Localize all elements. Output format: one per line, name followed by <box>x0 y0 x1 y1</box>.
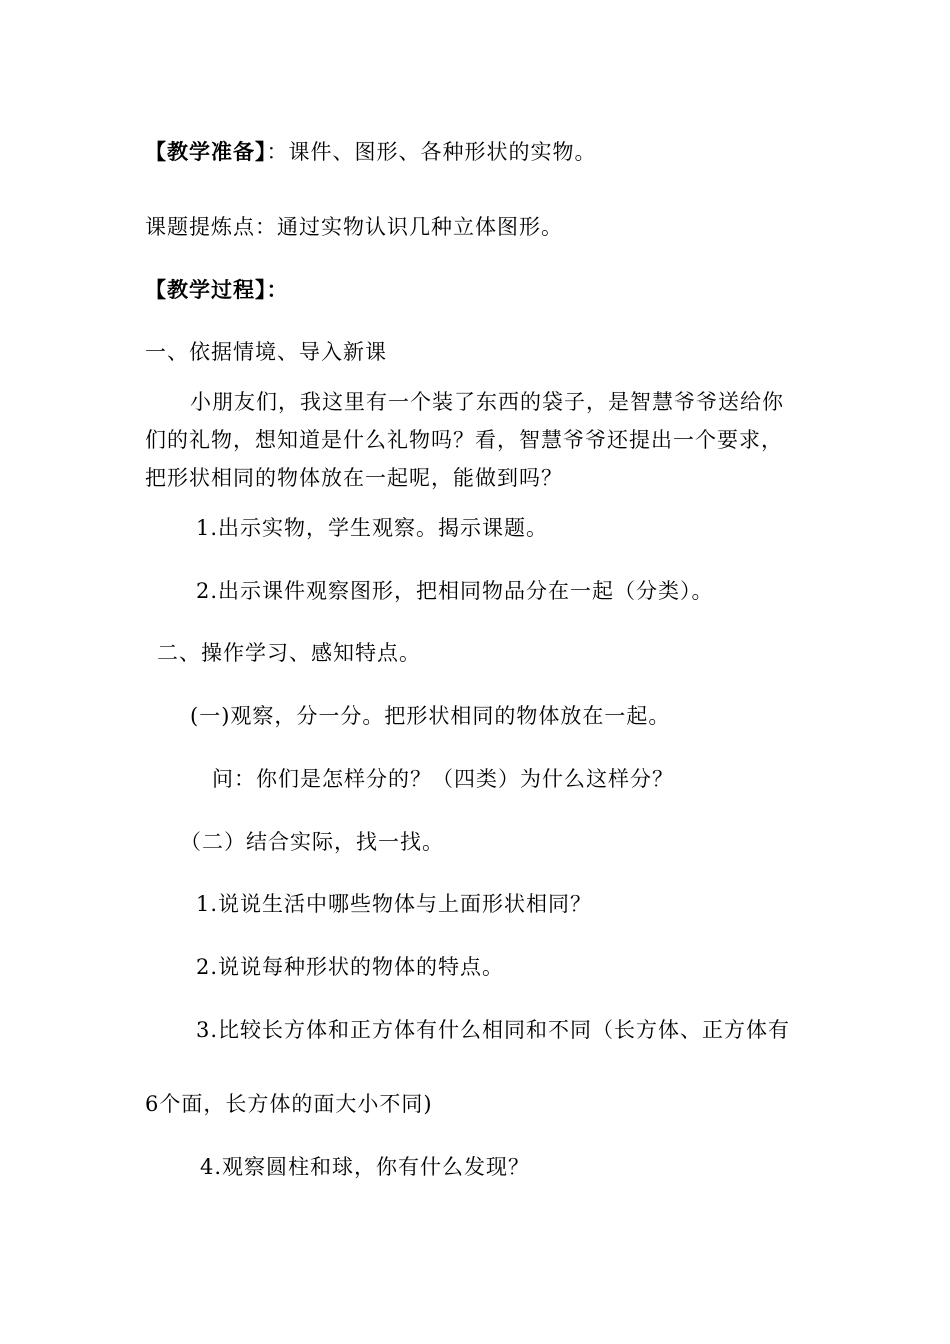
subsection-1-question: 问：你们是怎样分的？（四类）为什么这样分？ <box>212 767 674 791</box>
section-1-item-1: 1.出示实物，学生观察。揭示课题。 <box>196 516 549 540</box>
subsection-1-title: (一)观察，分一分。把形状相同的物体放在一起。 <box>190 704 671 728</box>
process-heading: 【教学过程】 <box>145 277 267 302</box>
intro-paragraph-line-1: 小朋友们，我这里有一个装了东西的袋子，是智慧爷爷送给你 <box>190 390 784 414</box>
section-2-item-3-line-1: 3.比较长方体和正方体有什么相同和不同（长方体、正方体有 <box>196 1018 791 1042</box>
process-colon: ： <box>266 277 289 302</box>
section-2-item-1: 1.说说生活中哪些物体与上面形状相同？ <box>196 892 593 916</box>
teaching-prep-line <box>145 139 597 165</box>
subsection-2-title: （二）结合实际，找一找。 <box>180 830 444 854</box>
section-1-item-2: 2.出示课件观察图形，把相同物品分在一起（分类）。 <box>196 579 714 603</box>
teaching-process-line <box>145 277 289 303</box>
section-2-title: 二、操作学习、感知特点。 <box>157 641 421 665</box>
section-2-item-2: 2.说说每种形状的物体的特点。 <box>196 955 505 979</box>
intro-paragraph-line-3: 把形状相同的物体放在一起呢，能做到吗？ <box>145 466 563 490</box>
section-2-item-3-line-2: 6个面，长方体的面大小不同) <box>145 1092 433 1116</box>
section-2-item-4: 4.观察圆柱和球，你有什么发现？ <box>200 1155 531 1179</box>
section-1-title: 一、依据情境、导入新课 <box>145 340 387 364</box>
prep-heading: 【教学准备】 <box>145 139 267 164</box>
prep-text: ：课件、图形、各种形状的实物。 <box>266 140 597 164</box>
intro-paragraph-line-2: 们的礼物，想知道是什么礼物吗？看，智慧爷爷还提出一个要求， <box>145 428 783 452</box>
refine-point-line: 课题提炼点：通过实物认识几种立体图形。 <box>145 215 563 239</box>
